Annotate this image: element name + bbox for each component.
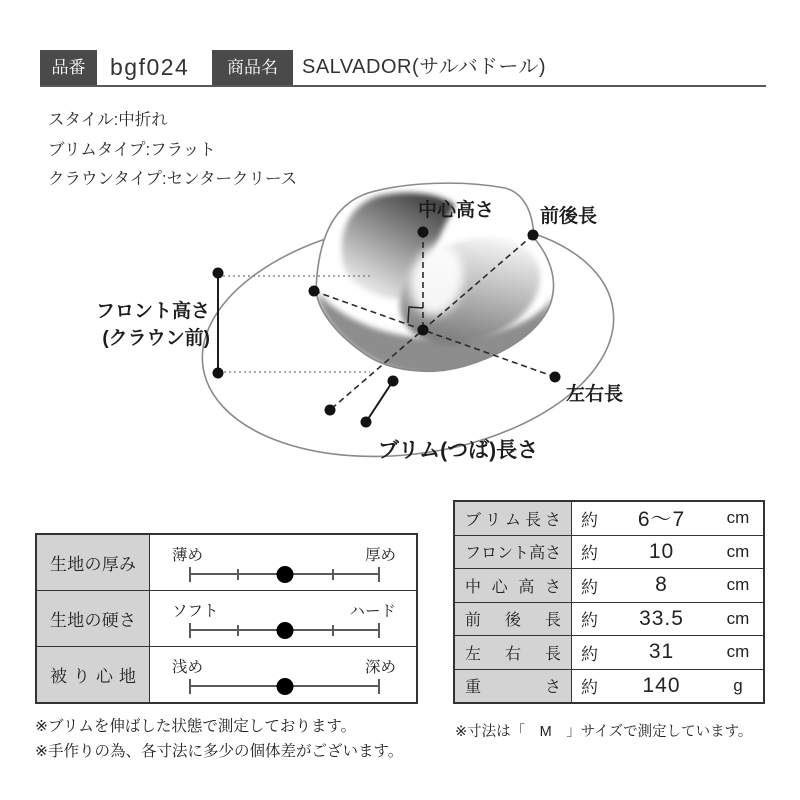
spec-value-area [572, 502, 763, 535]
label-center-height: 中心高さ [417, 200, 495, 221]
spec-label: 中 心 高 さ [455, 569, 572, 602]
slider-tick [237, 625, 239, 636]
slider-track [189, 685, 380, 687]
footnote-measure-condition: ※ブリムを伸ばした状態で測定しております。 [35, 718, 357, 735]
spec-row [455, 502, 763, 536]
spec-table [453, 500, 765, 704]
slider-track [189, 629, 380, 631]
footnotes-left [35, 714, 403, 764]
slider-dot [276, 566, 293, 583]
label-brim-length: ブリム(つば)長さ [377, 439, 539, 462]
slider-endcap-right [378, 567, 380, 582]
spec-label: 重 さ [455, 670, 572, 703]
texture-row-content [150, 535, 416, 590]
slider-dot [276, 622, 293, 639]
spec-label: フ ロ ン ト 高 さ [455, 536, 572, 569]
spec-value: 31 [648, 640, 675, 664]
spec-label: ブ リ ム 長 さ [455, 502, 572, 535]
range-min-label: 浅め [172, 659, 204, 676]
part-number-value: bgf024 [110, 54, 190, 80]
spec-row [455, 636, 763, 670]
footnote-handmade-variance: ※手作りの為、各寸法に多少の個体差がございます。 [35, 743, 404, 760]
measurement-dot [550, 372, 561, 383]
product-header [40, 50, 766, 87]
part-number-tag: 品番 [40, 50, 97, 85]
slider-tick [332, 625, 334, 636]
spec-approx: 約 [581, 611, 598, 631]
measurement-dot [418, 325, 429, 336]
slider-endcap-right [378, 679, 380, 694]
spec-value: 8 [655, 573, 668, 597]
spec-approx: 約 [581, 510, 598, 530]
measurement-dot [361, 417, 372, 428]
texture-table [35, 533, 418, 704]
range-min-label: 薄め [172, 547, 204, 564]
spec-label: 左 右 長 [455, 636, 572, 669]
slider-tick [332, 569, 334, 580]
product-name-value: SALVADOR(サルバドール) [302, 56, 547, 78]
footnote-size-basis: ※寸法は「 M 」サイズで測定しています。 [455, 724, 753, 740]
spec-unit: cm [726, 642, 750, 662]
spec-unit: cm [726, 508, 750, 528]
spec-label: 前 後 長 [455, 603, 572, 636]
hat-measurement-diagram [90, 175, 790, 480]
slider-tick [237, 569, 239, 580]
texture-row [37, 591, 416, 647]
spec-value-area [572, 569, 763, 602]
spec-approx: 約 [581, 678, 598, 698]
texture-row-content [150, 647, 416, 702]
spec-value: 6〜7 [637, 508, 686, 532]
style-line-crown-type: クラウンタイプ:センタークリース [48, 170, 298, 188]
slider-track [189, 573, 380, 575]
range-max-label: ハード [349, 603, 396, 620]
spec-unit: cm [726, 608, 750, 628]
spec-unit: g [733, 675, 743, 695]
label-front-back-length: 前後長 [540, 206, 598, 227]
measurement-dot [213, 368, 224, 379]
range-max-label: 厚め [364, 547, 396, 564]
spec-value: 140 [642, 673, 681, 697]
texture-row-content [150, 591, 416, 646]
spec-row [455, 670, 763, 703]
slider-endcap-left [189, 623, 191, 638]
texture-row [37, 535, 416, 591]
range-min-label: ソフト [172, 603, 219, 620]
spec-row [455, 569, 763, 603]
measurement-dot [528, 230, 539, 241]
style-line-style: スタイル:中折れ [48, 111, 168, 129]
spec-unit: cm [726, 575, 750, 595]
measurement-dot [213, 268, 224, 279]
measurement-dot [388, 376, 399, 387]
spec-value-area [572, 536, 763, 569]
measurement-dot [309, 286, 320, 297]
label-left-right-length: 左右長 [566, 384, 624, 405]
spec-approx: 約 [581, 644, 598, 664]
spec-unit: cm [726, 541, 750, 561]
measurement-dot [325, 405, 336, 416]
range-max-label: 深め [364, 659, 396, 676]
spec-value: 33.5 [639, 606, 684, 630]
texture-row-label: 生 地 の 硬 さ [37, 591, 150, 646]
spec-value: 10 [648, 539, 675, 563]
slider-endcap-left [189, 679, 191, 694]
spec-row [455, 603, 763, 637]
slider-endcap-right [378, 623, 380, 638]
spec-approx: 約 [581, 544, 598, 564]
spec-value-area [572, 670, 763, 703]
texture-row [37, 647, 416, 702]
spec-value-area [572, 636, 763, 669]
slider-dot [276, 678, 293, 695]
style-line-brim-type: ブリムタイプ:フラット [48, 140, 216, 159]
texture-row-label: 生 地 の 厚 み [37, 535, 150, 590]
texture-row-label: 被 り 心 地 [37, 647, 150, 702]
label-front-height-line2: (クラウン前) [102, 328, 210, 349]
slider-endcap-left [189, 567, 191, 582]
spec-approx: 約 [581, 577, 598, 597]
measurement-dot [418, 227, 429, 238]
label-front-height-line1: フロント高さ [95, 301, 210, 322]
product-name-tag: 商品名 [212, 50, 293, 85]
spec-row [455, 536, 763, 570]
spec-value-area [572, 603, 763, 636]
